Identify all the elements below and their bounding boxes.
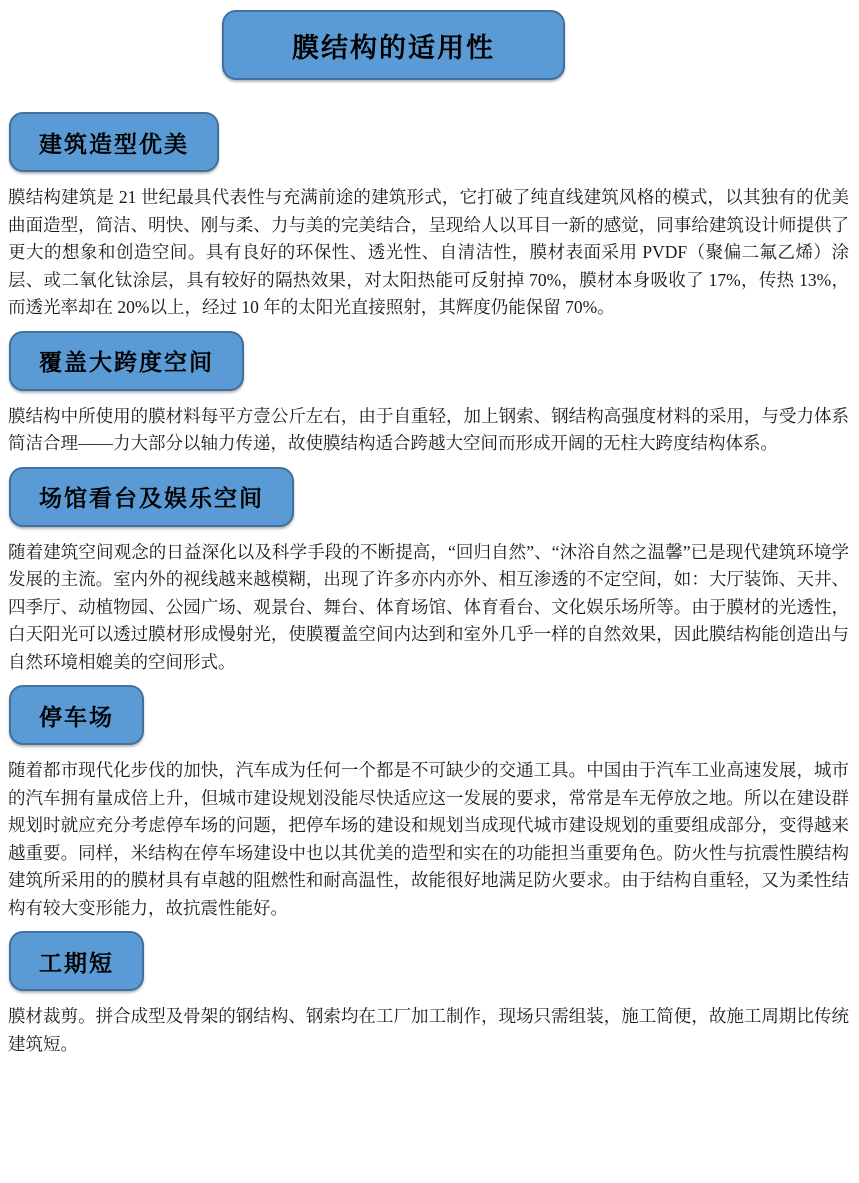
section-heading: 覆盖大跨度空间 bbox=[39, 350, 214, 375]
section-heading: 建筑造型优美 bbox=[39, 131, 189, 157]
section-heading: 场馆看台及娱乐空间 bbox=[39, 486, 264, 511]
section-short-construction-period bbox=[0, 931, 859, 1058]
section-heading-box bbox=[9, 931, 144, 991]
section-heading-box bbox=[9, 331, 244, 391]
section-building-aesthetics bbox=[0, 112, 859, 322]
section-large-span-space bbox=[0, 331, 859, 458]
section-heading-box bbox=[9, 467, 294, 527]
section-heading: 工期短 bbox=[39, 950, 114, 976]
document-title: 膜结构的适用性 bbox=[292, 32, 495, 63]
document-title-box bbox=[222, 10, 565, 80]
section-body-text: 膜结构建筑是 21 世纪最具代表性与充满前途的建筑形式，它打破了纯直线建筑风格的模式，以其独有的优美曲面造型，简洁、明快、刚与柔、力与美的完美结合，呈现给人以耳目一新的感觉，同事给建筑设计师提供了更大的想象和创造空间。具有良好的环保性、透光性、自清洁性，膜材表面采用 PVDF（聚偏二氟乙烯）涂层、或二氧化钛涂层，具有较好的隔热效果，对太阳热能可反射掉 70%，膜材本身吸收了 17%，传热 13%，而透光率却在 20%以上，经过 10 年的太阳光直接照射，其辉度仍能保留 70%。 bbox=[8, 187, 849, 317]
section-venues-entertainment bbox=[0, 467, 859, 677]
section-heading-box bbox=[9, 685, 144, 745]
section-body-text: 膜材裁剪。拼合成型及骨架的钢结构、钢索均在工厂加工制作，现场只需组装，施工简便，故施工周期比传统建筑短。 bbox=[8, 1006, 849, 1054]
section-body-text: 随着建筑空间观念的日益深化以及科学手段的不断提高，“回归自然”、“沐浴自然之温馨”已是现代建筑环境学发展的主流。室内外的视线越来越模糊，出现了许多亦内亦外、相互渗透的不定空间，如：大厅装饰、天井、四季厅、动植物园、公园广场、观景台、舞台、体育场馆、体育看台、文化娱乐场所等。由于膜材的光透性，白天阳光可以透过膜材形成慢射光，使膜覆盖空间内达到和室外几乎一样的自然效果，因此膜结构能创造出与自然环境相媲美的空间形式。 bbox=[8, 541, 849, 672]
section-body-text: 随着都市现代化步伐的加快，汽车成为任何一个都是不可缺少的交通工具。中国由于汽车工业高速发展，城市的汽车拥有量成倍上升，但城市建设规划没能尽快适应这一发展的要求，常常是车无停放之地。所以在建设群规划时就应充分考虑停车场的问题，把停车场的建设和规划当成现代城市建设规划的重要组成部分，变得越来越重要。同样，米结构在停车场建设中也以其优美的造型和实在的功能担当重要角色。防火性与抗震性膜结构建筑所采用的的膜材具有卓越的阻燃性和耐高温性，故能很好地满足防火要求。由于结构自重轻，又为柔性结构有较大变形能力，故抗震性能好。 bbox=[8, 760, 849, 918]
section-body-text: 膜结构中所使用的膜材料每平方壹公斤左右，由于自重轻，加上钢索、钢结构高强度材料的采用，与受力体系简洁合理——力大部分以轴力传递，故使膜结构适合跨越大空间而形成开阔的无柱大跨度结构体系。 bbox=[8, 405, 849, 453]
section-parking-lot bbox=[0, 685, 859, 922]
section-heading: 停车场 bbox=[39, 704, 114, 730]
section-heading-box bbox=[9, 112, 219, 172]
